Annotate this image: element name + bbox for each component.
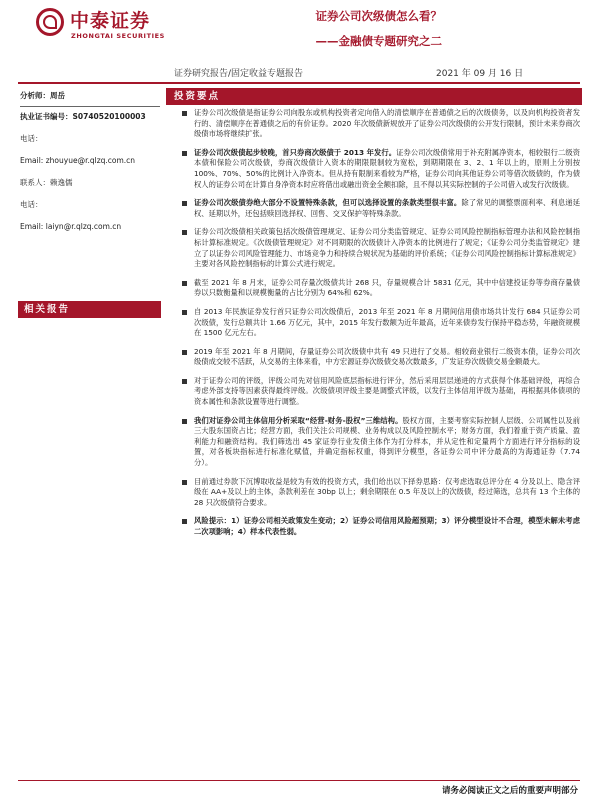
contact-label: 联系人： — [20, 178, 50, 187]
report-subtitle: ——金融债专题研究之二 — [315, 34, 442, 48]
phone-row-1 — [20, 133, 160, 147]
report-title: 证券公司次级债怎么看？ — [315, 9, 442, 23]
related-reports-header: 相关报告 — [18, 301, 161, 318]
key-point-text: 对于证券公司的评级，评级公司先对信用风险底层指标进行评分，然后采用层层递进的方式获得个体基础评级，再综合考虑外部支持等因素获得最终评级。次级债项评级主要是调整式评级，以发行主体信用评级为基础，再根据具体债项的资本属性和条款设置等进行调整。 — [194, 375, 580, 407]
key-points-header: 投资要点 — [166, 88, 582, 105]
contact-row — [20, 177, 160, 191]
logo-name-en: ZHONGTAI SECURITIES — [71, 32, 165, 40]
key-point-lead: 证券公司次级债起步较晚，首只券商次级债于 2013 年发行。 — [194, 147, 397, 157]
key-point-text: 证券公司次级债是指证券公司向股东或机构投资者定向借入的清偿顺序在普通债之后的次级债务，以及向机构投资者发行的、清偿顺序在普通债之后的有价证券。2020 年次级债新规放开了证券公司次级债的公开发行限制，预计未来券商次级债市场将继续扩张。 — [194, 108, 580, 139]
analyst-row — [20, 90, 160, 104]
key-point-item — [182, 416, 580, 469]
key-point-lead: 风险提示： — [194, 516, 232, 526]
key-point-item — [182, 347, 580, 368]
key-point-item — [182, 227, 580, 269]
key-point-item — [182, 108, 580, 140]
phone-label-2: 电话： — [20, 200, 43, 209]
report-type: 证券研究报告/固定收益专题报告 — [174, 69, 304, 79]
email-row-2 — [20, 221, 160, 235]
key-point-item — [182, 376, 580, 408]
company-logo — [36, 6, 176, 46]
header-divider — [18, 82, 580, 84]
key-point-item — [182, 148, 580, 190]
key-point-item — [182, 307, 580, 339]
license-label: 执业证书编号： — [20, 112, 73, 121]
logo-name-cn: 中泰证券 — [70, 10, 151, 32]
risk-warning — [182, 516, 580, 537]
author-divider — [20, 106, 160, 107]
key-points-list — [182, 108, 580, 546]
key-point-item — [182, 198, 580, 219]
key-point-text: 2019 年至 2021 年 8 月期间，存量证券公司次级债中共有 49 只进行了交易。相较商业银行二级资本债，证券公司次级债成交较不活跃，从交易的主体来看，中方宏源证券次级债交易次数最多，广发证券次级债交易金额最大。 — [194, 346, 580, 367]
analyst-name: 周岳 — [50, 91, 65, 100]
key-point-lead: 证券公司次级债券绝大部分不设置特殊条款，但可以选择设置的条款类型很丰富。 — [194, 198, 462, 208]
key-point-text: 自 2013 年民族证券发行首只证券公司次级债后，2013 年至 2021 年 8 月期间信用债市场共计发行 684 只证券公司次级债，发行总额共计 1.66 万亿元，其中，2015 年发行数额为近年最高，近年来债券发行保持平稳态势，年融资规模在 1500 亿元左右。 — [194, 306, 580, 338]
email-label-2: Email: — [20, 222, 44, 231]
footer-disclaimer: 请务必阅读正文之后的重要声明部分 — [441, 786, 578, 796]
email-link-2[interactable]: laiyn@r.qlzq.com.cn — [45, 222, 122, 231]
key-point-text: 除了常见的调整票面利率、利息递延权、延期以外，还包括赎回选择权、回售、交叉保护等特殊条款。 — [194, 198, 581, 218]
key-point-item — [182, 477, 580, 509]
key-point-text: 目前通过券款下沉博取收益是较为有效的投资方式，我们给出以下择券思路：仅考虑选取总评分在 4 分及以上、隐含评级在 AA+及以上的主体，条款利差在 30bp 以上；剩余期限在 0.5 年及以上的次级债，经过筛选，总共有 13 个主体的 28 只次级债符合要求。 — [194, 476, 580, 507]
contact-name: 赖逸儒 — [50, 178, 73, 187]
license-number: S0740520100003 — [72, 112, 146, 121]
logo-icon — [36, 8, 64, 36]
key-point-text: 1）证券公司相关政策发生变动；2）证券公司信用风险超预期；3）评分模型设计不合理，模型未解未考虑二次项影响；4）样本代表性弱。 — [194, 516, 580, 536]
key-point-text: 证券公司次级债相关政策包括次级债管理规定、证券公司分类监管规定、证券公司风险控制指标管理办法和风险控制指标计算标准规定。《次级债管理规定》对不同期限的次级债计入净资本的比例进行了规定；《证券公司分类监管规定》建立了以证券公司风险管理能力、市场竞争力和持续合规状况为基础的评价系统；《证券公司风险控制指标计算标准规定》主要对各风险控制指标的计算公式进行规定。 — [194, 227, 580, 269]
author-info — [20, 90, 160, 235]
phone-label-1: 电话： — [20, 134, 43, 143]
footer-divider — [18, 780, 580, 781]
key-point-item — [182, 278, 580, 299]
license-row — [20, 111, 160, 125]
key-point-lead: 我们对证券公司主体信用分析采取“经营-财务-股权”三维结构。 — [194, 415, 403, 425]
analyst-label: 分析师： — [20, 91, 50, 100]
phone-row-2 — [20, 199, 160, 213]
email-row-1 — [20, 155, 160, 169]
email-link-1[interactable]: zhouyue@r.qlzq.com.cn — [45, 156, 136, 165]
key-point-text: 股权方面，主要考察实际控制人层级、公司属性以及前三大股东国资占比；经营方面，我们关注公司规模、业务构成以及风险控制水平；财务方面，我们着重于资产质量、盈利能力和融资结构。我们筛选出 45 家证券行业发债主体作为打分样本，并从定性和定量两个方面进行评分指标的设置，对各板块指标进行标准化赋值，并确定指标权重，得到评分模型，各证券公司中评分最高的为海通证券（7.74 分）。 — [194, 415, 580, 468]
email-label-1: Email: — [20, 156, 44, 165]
key-point-text: 证券公司次级债常用于补充附属净资本，相较银行二级资本债和保险公司次级债，券商次级债计入资本的期限限制较为宽松，到期期限在 3、2、1 年以上的，原则上分别按 100%、70%、50%的比例计入净资本。但从持有限制来看较为严格，证券公司向其他证券公司等借次级债的，作为债权人的证券公司在计算自身净资本时应将借出或融出资金全额扣除，且不得以其实际控制的子公司借入或发行次级债。 — [194, 147, 580, 189]
report-date: 2021 年 09 月 16 日 — [436, 69, 524, 79]
key-point-text: 截至 2021 年 8 月末，证券公司存量次级债共计 268 只，存量规模合计 5831 亿元，其中中信建投证券等券商存量债券以只数衡量和以规模衡量的占比分别为 64%和 62%。 — [194, 277, 580, 298]
